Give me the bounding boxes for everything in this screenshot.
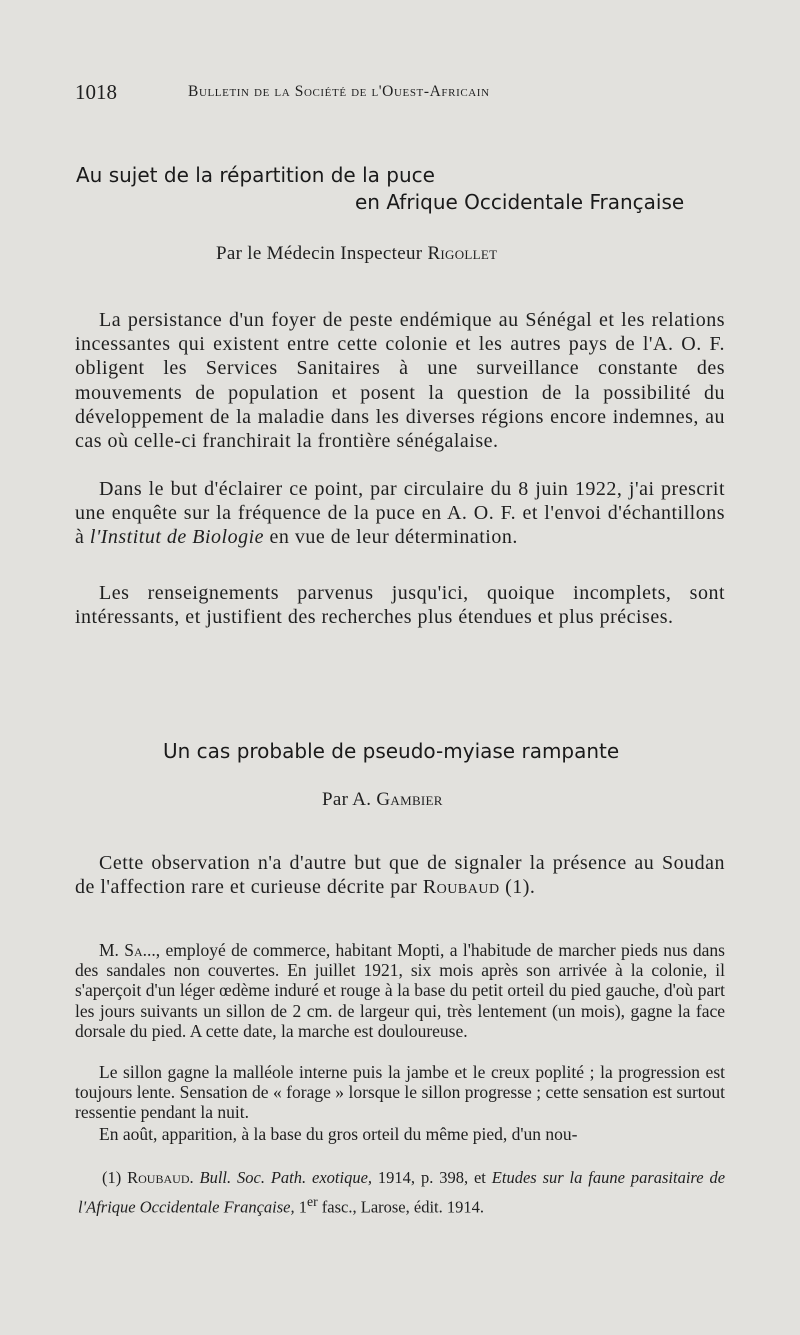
footnote [78, 1166, 725, 1220]
paragraph-text: Dans le but d'éclairer ce point, par circulaire du 8 juin 1922, j'ai prescrit une enquête sur la fréquence de la puce en A. O. F. et l'envoi d'échantillons à [75, 478, 725, 549]
author-prefix: Par le Médecin Inspecteur [216, 243, 423, 264]
article2-author [322, 789, 443, 811]
footnote-author: Roubaud. [127, 1168, 194, 1187]
institute-name: Institut de Biologie [100, 526, 265, 549]
paragraph-text: employé de commerce, habitant Mopti, a l'habitude de marcher pieds nus dans des sandales non couvertes. En juillet 1921, six mois après son arrivée à la colonie, il s'aperçoit d'un léger œdème induré et rouge à la base du petit orteil du pied gauche, d'où part les jours suivants un sillon de 2 cm. de largeur qui, très lentement (un mois), gagne la face dorsale du pied. A cette date, la marche est douloureuse. [75, 940, 725, 1041]
footnote-fasc-superscript: er [306, 1194, 318, 1209]
article1-paragraph-2 [75, 477, 725, 550]
footnote-fasc-number: 1 [294, 1197, 307, 1217]
reference-name: Roubaud [422, 876, 500, 899]
article2-title: Un cas probable de pseudo-myiase rampante [163, 739, 620, 763]
article2-paragraph-4: En août, apparition, à la base du gros orteil du même pied, d'un nou- [99, 1124, 578, 1144]
article1-paragraph-1: La persistance d'un foyer de peste endémique au Sénégal et les relations incessantes qui existent entre cette colonie et les autres pays de l'A. O. F. obligent les Services Sanitaires à une surveillance constante des mouvements de population et posent la question de la possibilité du développement de la maladie dans les diverses régions encore indemnes, au cas où celle-ci franchirait la frontière sénégalaise. [75, 309, 725, 453]
author-name: Rigollet [427, 243, 498, 264]
author-name: Gambier [376, 789, 443, 810]
footnote-journal: Bull. Soc. Path. exotique, [199, 1168, 373, 1187]
footnote-book: Etudes sur la faune parasitaire de l'Afrique Occidentale Française, [78, 1168, 726, 1217]
journal-title: Bulletin de la Société de l'Ouest-Africain [188, 83, 490, 100]
page-number: 1018 [75, 80, 117, 104]
institute-article: l' [89, 526, 101, 549]
article1-title-line1: Au sujet de la répartition de la puce [76, 163, 435, 187]
running-header [75, 80, 725, 106]
reference-marker: (1). [499, 876, 536, 899]
patient-name: M. Sa..., [99, 940, 161, 960]
article2-paragraph-3: Le sillon gagne la malléole interne puis la jambe et le creux poplité ; la progression est toujours lente. Sensation de « forage » lorsque le sillon progresse ; cette sensation est surtout ressentie pendant la nuit. [75, 1062, 725, 1123]
paragraph-text: en vue de leur détermination. [264, 526, 518, 549]
footnote-marker: (1) [102, 1168, 122, 1187]
article1-title-line2: en Afrique Occidentale Française [355, 190, 685, 214]
article1-author [216, 243, 497, 265]
article1-paragraph-3: Les renseignements parvenus jusqu'ici, quoique incomplets, sont intéressants, et justifient des recherches plus étendues et plus précises. [75, 582, 725, 629]
article2-paragraph-2 [75, 940, 725, 1041]
author-prefix: Par A. [322, 789, 372, 810]
paragraph-text: Cette observation n'a d'autre but que de signaler la présence au Soudan de l'affection rare et curieuse décrite par [75, 852, 725, 899]
article2-paragraph-1 [75, 851, 725, 899]
footnote-publisher: fasc., Larose, édit. 1914. [317, 1197, 484, 1217]
footnote-reference: 1914, p. 398, et [372, 1168, 492, 1187]
